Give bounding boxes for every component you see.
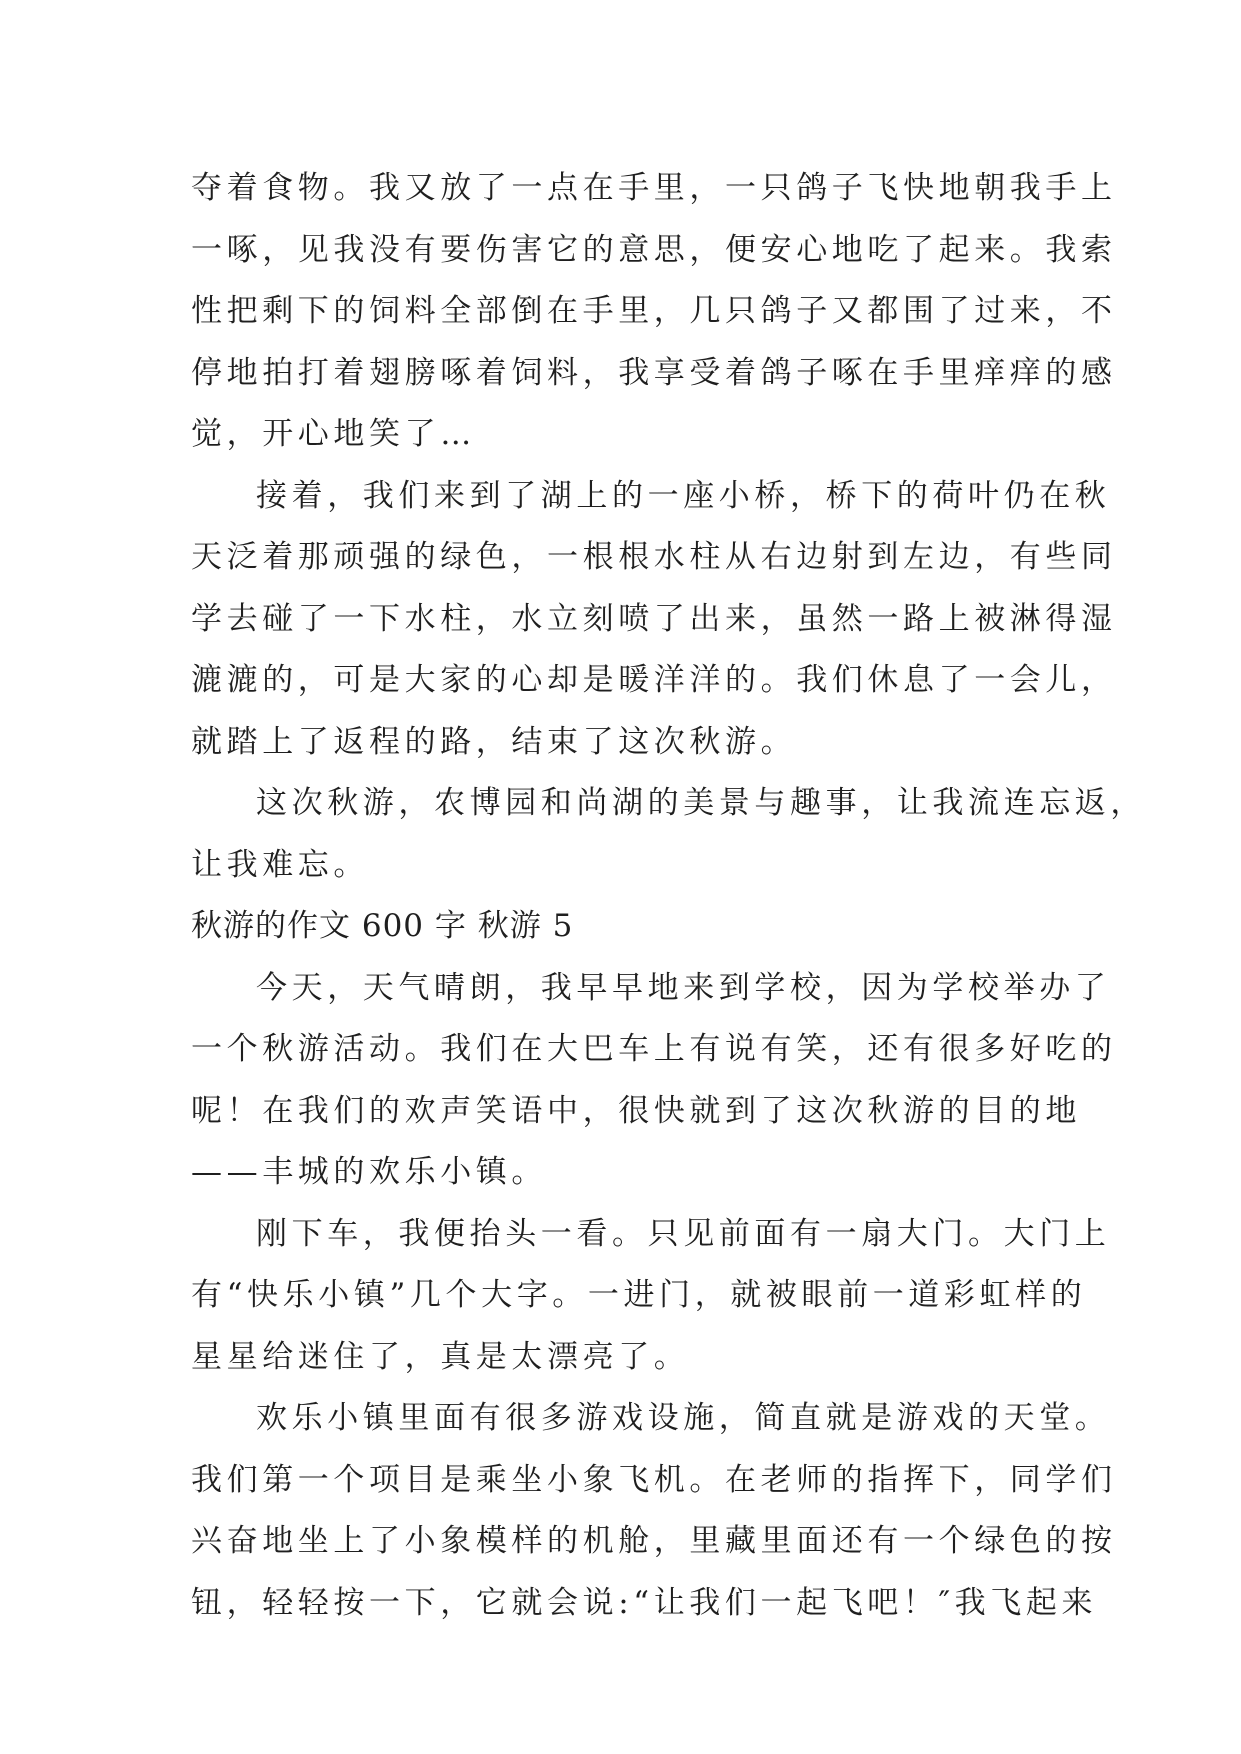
- paragraph-start-line: 欢乐小镇里面有很多游戏设施，简直就是游戏的天堂。: [256, 1400, 1111, 1436]
- paragraph-start-line: 今天，天气晴朗，我早早地来到学校，因为学校举办了: [256, 969, 1111, 1006]
- text-line: 我们第一个项目是乘坐小象飞机。在老师的指挥下，同学们: [191, 1461, 1117, 1498]
- text-line: 让我难忘。: [191, 846, 369, 883]
- text-line: 兴奋地坐上了小象模样的机舱，里藏里面还有一个绿色的按: [191, 1523, 1117, 1559]
- text-line: 天泛着那顽强的绿色，一根根水柱从右边射到左边，有些同: [191, 539, 1117, 575]
- text-line: 学去碰了一下水柱，水立刻喷了出来，虽然一路上被淋得湿: [191, 600, 1117, 637]
- section-heading: 秋游的作文 600 字 秋游 5: [191, 908, 574, 944]
- text-line: 觉，开心地笑了…: [191, 416, 476, 452]
- text-line: 呢！在我们的欢声笑语中，很快就到了这次秋游的目的地: [191, 1092, 1081, 1129]
- paragraph-start-line: 这次秋游，农博园和尚湖的美景与趣事，让我流连忘返，: [256, 785, 1146, 821]
- paragraph-start-line: 接着，我们来到了湖上的一座小桥，桥下的荷叶仍在秋: [256, 477, 1111, 514]
- paragraph-start-line: 刚下车，我便抬头一看。只见前面有一扇大门。大门上: [256, 1215, 1111, 1252]
- text-line: 停地拍打着翅膀啄着饲料，我享受着鸽子啄在手里痒痒的感: [191, 354, 1117, 391]
- text-line: 一啄，见我没有要伤害它的意思，便安心地吃了起来。我索: [191, 231, 1117, 268]
- text-line: 夺着食物。我又放了一点在手里，一只鸽子飞快地朝我手上: [191, 170, 1117, 206]
- text-line: 性把剩下的饲料全部倒在手里，几只鸽子又都围了过来，不: [191, 293, 1117, 329]
- text-line: 就踏上了返程的路，结束了这次秋游。: [191, 723, 797, 760]
- text-line: 漉漉的，可是大家的心却是暖洋洋的。我们休息了一会儿，: [191, 662, 1117, 698]
- text-line: ——丰城的欢乐小镇。: [191, 1154, 547, 1190]
- document-body: [191, 158, 1146, 1634]
- text-line: 星星给迷住了，真是太漂亮了。: [191, 1338, 690, 1375]
- text-line: 一个秋游活动。我们在大巴车上有说有笑，还有很多好吃的: [191, 1031, 1117, 1067]
- text-line: 钮，轻轻按一下，它就会说:“让我们一起飞吧！″我飞起来: [191, 1584, 1098, 1621]
- text-line: 有“快乐小镇”几个大字。一进门，就被眼前一道彩虹样的: [191, 1277, 1087, 1313]
